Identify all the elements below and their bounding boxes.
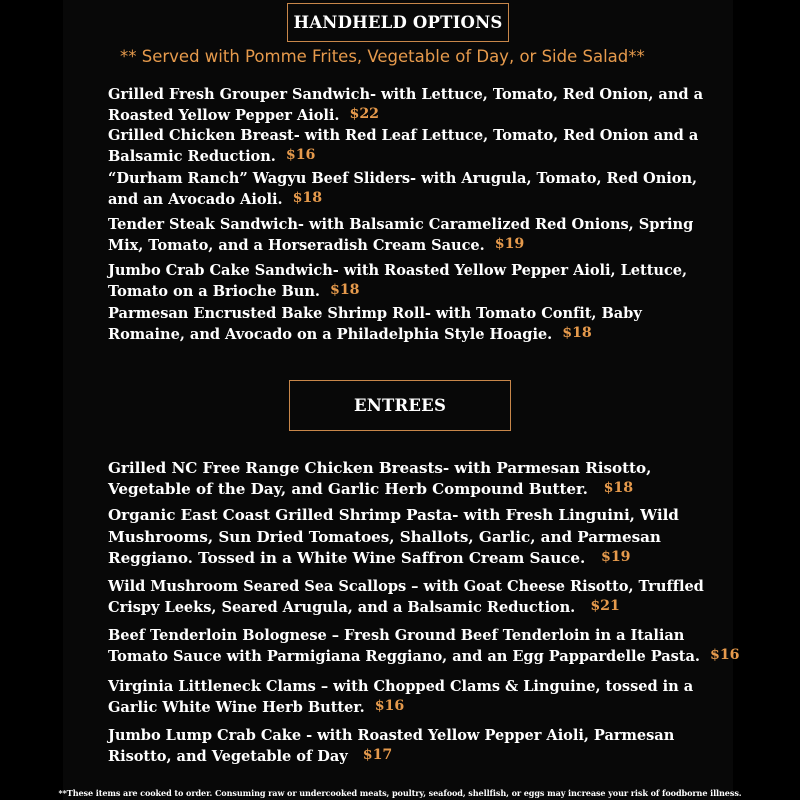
item-description-line: Parmesan Encrusted Bake Shrimp Roll- with Tomato Confit, Baby — [108, 305, 642, 322]
item-price: $19 — [494, 235, 525, 252]
menu-item — [108, 577, 708, 618]
item-description-line: Grilled Chicken Breast- with Red Leaf Lettuce, Tomato, Red Onion and a — [108, 127, 699, 144]
item-description-line: Mix, Tomato, and a Horseradish Cream Sauce. — [108, 236, 485, 254]
item-description-line: Romaine, and Avocado on a Philadelphia Style Hoagie. — [108, 325, 553, 343]
item-price: $16 — [374, 697, 405, 714]
item-description-line: Vegetable of the Day, and Garlic Herb Compound Butter. — [108, 480, 588, 498]
item-description-line: Virginia Littleneck Clams – with Chopped Clams & Linguine, tossed in a — [108, 678, 694, 695]
side-options-note: ** Served with Pomme Frites, Vegetable of Day, or Side Salad** — [120, 47, 645, 66]
item-description-line: Mushrooms, Sun Dried Tomatoes, Shallots, Garlic, and Parmesan — [108, 527, 661, 546]
item-price: $21 — [590, 597, 620, 614]
item-description-line: Grilled NC Free Range Chicken Breasts- with Parmesan Risotto, — [108, 459, 652, 477]
item-description-line: Beef Tenderloin Bolognese – Fresh Ground Beef Tenderloin in a Italian — [108, 627, 685, 644]
menu-item — [108, 169, 708, 210]
menu-item — [108, 85, 708, 126]
item-description-line: Risotto, and Vegetable of Day — [108, 747, 348, 765]
section-title-handheld: HANDHELD OPTIONS — [287, 3, 509, 42]
item-description-line: Roasted Yellow Pepper Aioli. — [108, 106, 340, 124]
menu-item — [108, 304, 708, 345]
item-description-line: Reggiano. Tossed in a White Wine Saffron Cream Sauce. — [108, 549, 586, 567]
menu-item — [108, 626, 740, 667]
item-description-line: and an Avocado Aioli. — [108, 190, 283, 208]
item-price: $16 — [285, 146, 316, 163]
item-description-line: Garlic White Wine Herb Butter. — [108, 698, 365, 716]
item-price: $22 — [349, 105, 379, 122]
item-price: $19 — [601, 549, 631, 565]
section-title-entrees: ENTREES — [289, 380, 511, 431]
food-safety-disclaimer: **These items are cooked to order. Consuming raw or undercooked meats, poultry, seafood, shellfish, or eggs may increase your risk of foodborne illness. — [58, 788, 742, 798]
item-description-line: Jumbo Crab Cake Sandwich- with Roasted Yellow Pepper Aioli, Lettuce, — [108, 262, 688, 279]
item-description-line: Jumbo Lump Crab Cake - with Roasted Yellow Pepper Aioli, Parmesan — [108, 727, 675, 744]
item-description-line: Tender Steak Sandwich- with Balsamic Caramelized Red Onions, Spring — [108, 216, 694, 233]
menu-item — [108, 261, 708, 302]
item-price: $18 — [562, 324, 592, 341]
menu-item — [108, 215, 708, 256]
menu-item — [108, 505, 708, 571]
item-price: $18 — [603, 480, 634, 496]
item-description-line: Tomato on a Brioche Bun. — [108, 282, 320, 300]
item-price: $18 — [330, 281, 360, 298]
item-description-line: Tomato Sauce with Parmigiana Reggiano, and an Egg Pappardelle Pasta. — [108, 647, 700, 665]
item-description-line: Organic East Coast Grilled Shrimp Pasta- with Fresh Linguini, Wild — [108, 506, 679, 524]
item-description-line: “Durham Ranch” Wagyu Beef Sliders- with Arugula, Tomato, Red Onion, — [108, 170, 698, 187]
item-price: $18 — [292, 189, 323, 206]
menu-item — [108, 126, 708, 167]
item-description-line: Balsamic Reduction. — [108, 147, 276, 165]
item-price: $16 — [710, 646, 740, 663]
item-price: $17 — [362, 746, 393, 763]
menu-item — [108, 677, 708, 718]
menu-item — [108, 726, 708, 767]
item-description-line: Wild Mushroom Seared Sea Scallops – with Goat Cheese Risotto, Truffled — [108, 578, 704, 595]
menu-item — [108, 458, 708, 501]
item-description-line: Grilled Fresh Grouper Sandwich- with Lettuce, Tomato, Red Onion, and a — [108, 86, 703, 103]
item-description-line: Crispy Leeks, Seared Arugula, and a Balsamic Reduction. — [108, 598, 576, 616]
